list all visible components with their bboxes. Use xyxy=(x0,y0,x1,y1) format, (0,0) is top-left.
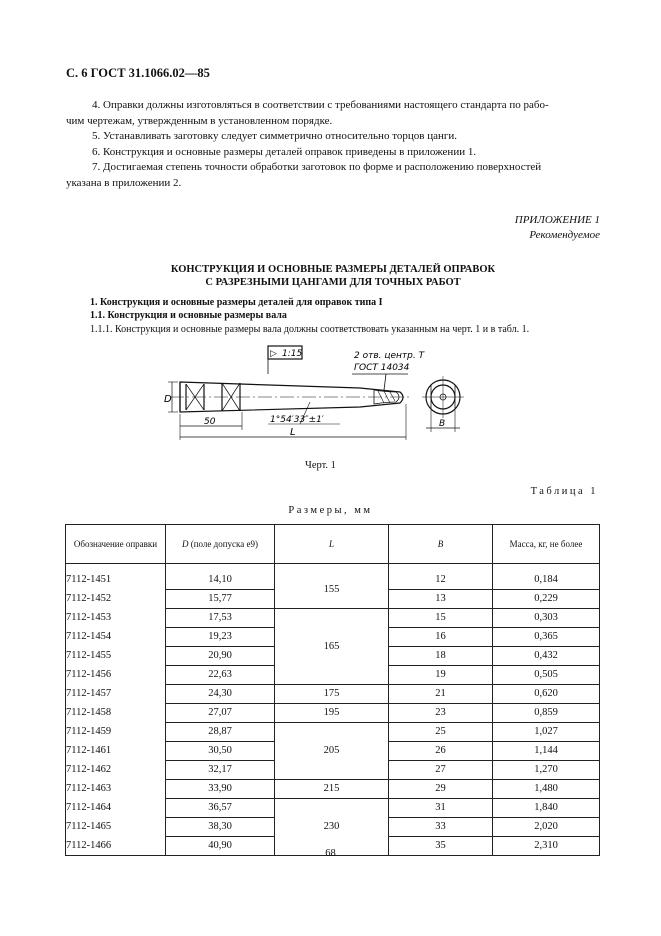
cell-diameter: 33,90 xyxy=(166,780,275,799)
cell-mass: 2,020 xyxy=(493,818,600,837)
dim-50-label: 50 xyxy=(204,417,216,427)
col-length: L xyxy=(275,525,389,564)
cell-designation: 7112-1456 xyxy=(66,666,166,685)
page-number: 68 xyxy=(325,848,336,859)
cell-mass: 0,303 xyxy=(493,609,600,628)
cell-width: 29 xyxy=(389,780,493,799)
cell-designation: 7112-1451 xyxy=(66,571,166,590)
cell-width: 23 xyxy=(389,704,493,723)
cell-width: 12 xyxy=(389,571,493,590)
cell-mass: 0,229 xyxy=(493,590,600,609)
cell-width: 35 xyxy=(389,837,493,856)
cell-length: 230 xyxy=(275,799,389,856)
cell-width: 25 xyxy=(389,723,493,742)
cell-mass: 0,859 xyxy=(493,704,600,723)
cell-length: 215 xyxy=(275,780,389,799)
cell-diameter: 32,17 xyxy=(166,761,275,780)
taper-value: 1:15 xyxy=(282,349,303,359)
table-label: Таблица 1 xyxy=(530,486,598,497)
section-1-1-1-text: 1.1.1. Конструкция и основные размеры вала должны соответствовать указанным на черт. 1 и в табл. 1. xyxy=(90,324,530,335)
cell-designation: 7112-1464 xyxy=(66,799,166,818)
dimensions-table xyxy=(65,524,600,856)
cell-diameter: 17,53 xyxy=(166,609,275,628)
main-title-line2: С РАЗРЕЗНЫМИ ЦАНГАМИ ДЛЯ ТОЧНЫХ РАБОТ xyxy=(205,277,461,288)
cell-mass: 0,432 xyxy=(493,647,600,666)
cell-mass: 1,270 xyxy=(493,761,600,780)
cell-width: 21 xyxy=(389,685,493,704)
dim-d-label: D xyxy=(164,394,172,405)
cell-mass: 1,840 xyxy=(493,799,600,818)
cell-designation: 7112-1465 xyxy=(66,818,166,837)
table-row xyxy=(66,780,600,799)
section-1-heading: 1. Конструкция и основные размеры деталей для оправок типа I xyxy=(90,297,383,308)
table-row xyxy=(66,571,600,590)
cell-mass: 0,184 xyxy=(493,571,600,590)
cell-length: 165 xyxy=(275,609,389,685)
cell-width: 18 xyxy=(389,647,493,666)
table-row xyxy=(66,704,600,723)
main-title-line1: КОНСТРУКЦИЯ И ОСНОВНЫЕ РАЗМЕРЫ ДЕТАЛЕЙ ОПРАВОК xyxy=(170,264,496,275)
page-header: С. 6 ГОСТ 31.1066.02—85 xyxy=(66,66,210,80)
cell-diameter: 14,10 xyxy=(166,571,275,590)
taper-symbol: ▷ xyxy=(270,349,277,359)
cell-diameter: 28,87 xyxy=(166,723,275,742)
col-diameter: D (поле допуска e9) xyxy=(166,525,275,564)
cell-diameter: 15,77 xyxy=(166,590,275,609)
center-hole-note: 2 отв. центр. Т xyxy=(354,351,425,361)
col-designation: Обозначение оправки xyxy=(66,525,166,564)
col-width: B xyxy=(389,525,493,564)
section-1-1-heading: 1.1. Конструкция и основные размеры вала xyxy=(90,310,287,321)
cell-mass: 1,027 xyxy=(493,723,600,742)
main-title xyxy=(66,263,600,289)
cell-designation: 7112-1452 xyxy=(66,590,166,609)
cell-diameter: 27,07 xyxy=(166,704,275,723)
shaft-drawing xyxy=(160,340,480,452)
cell-width: 26 xyxy=(389,742,493,761)
table-row xyxy=(66,799,600,818)
cell-length: 155 xyxy=(275,571,389,609)
paragraph-7: 7. Достигаемая степень точности обработки заготовок по форме и расположению поверхностей xyxy=(92,161,542,173)
dim-l-label: L xyxy=(290,427,296,438)
cell-length: 205 xyxy=(275,723,389,780)
paragraph-4-cont: чим чертежам, утвержденным в установленном порядке. xyxy=(66,114,333,127)
cell-diameter: 38,30 xyxy=(166,818,275,837)
cell-diameter: 22,63 xyxy=(166,666,275,685)
cell-diameter: 19,23 xyxy=(166,628,275,647)
table-row xyxy=(66,723,600,742)
dim-b-label: B xyxy=(439,419,446,429)
cell-designation: 7112-1457 xyxy=(66,685,166,704)
cell-designation: 7112-1463 xyxy=(66,780,166,799)
table-units: Размеры, мм xyxy=(288,505,373,516)
table-row xyxy=(66,609,600,628)
cell-diameter: 24,30 xyxy=(166,685,275,704)
dim-angle-label: 1°54′33″±1′ xyxy=(270,415,324,425)
paragraph-6: 6. Конструкция и основные размеры деталей оправок приведены в приложении 1. xyxy=(92,145,477,158)
cell-designation: 7112-1461 xyxy=(66,742,166,761)
center-hole-standard: ГОСТ 14034 xyxy=(354,363,410,373)
cell-width: 19 xyxy=(389,666,493,685)
drawing-caption: Черт. 1 xyxy=(305,460,336,471)
body-paragraphs xyxy=(66,98,600,191)
cell-mass: 1,144 xyxy=(493,742,600,761)
cell-designation: 7112-1454 xyxy=(66,628,166,647)
cell-width: 33 xyxy=(389,818,493,837)
cell-designation: 7112-1466 xyxy=(66,837,166,856)
paragraph-7-cont: указана в приложении 2. xyxy=(66,176,182,189)
cell-mass: 0,620 xyxy=(493,685,600,704)
cell-diameter: 30,50 xyxy=(166,742,275,761)
cell-width: 16 xyxy=(389,628,493,647)
cell-width: 13 xyxy=(389,590,493,609)
cell-width: 31 xyxy=(389,799,493,818)
cell-mass: 1,480 xyxy=(493,780,600,799)
appendix-note: Рекомендуемое xyxy=(529,229,600,241)
cell-designation: 7112-1455 xyxy=(66,647,166,666)
cell-diameter: 20,90 xyxy=(166,647,275,666)
table-row xyxy=(66,685,600,704)
cell-diameter: 36,57 xyxy=(166,799,275,818)
cell-width: 15 xyxy=(389,609,493,628)
cell-length: 195 xyxy=(275,704,389,723)
cell-diameter: 40,90 xyxy=(166,837,275,856)
cell-mass: 0,505 xyxy=(493,666,600,685)
cell-mass: 0,365 xyxy=(493,628,600,647)
cell-designation: 7112-1458 xyxy=(66,704,166,723)
paragraph-5: 5. Устанавливать заготовку следует симметрично относительно торцов цанги. xyxy=(92,130,457,142)
paragraph-4: 4. Оправки должны изготовляться в соответствии с требованиями настоящего стандарта по рабо- xyxy=(92,99,549,111)
cell-designation: 7112-1453 xyxy=(66,609,166,628)
cell-designation: 7112-1459 xyxy=(66,723,166,742)
cell-designation: 7112-1462 xyxy=(66,761,166,780)
cell-mass: 2,310 xyxy=(493,837,600,856)
appendix-label xyxy=(515,213,600,243)
appendix-title: ПРИЛОЖЕНИЕ 1 xyxy=(514,214,600,226)
cell-width: 27 xyxy=(389,761,493,780)
cell-length: 175 xyxy=(275,685,389,704)
col-mass: Масса, кг, не более xyxy=(493,525,600,564)
